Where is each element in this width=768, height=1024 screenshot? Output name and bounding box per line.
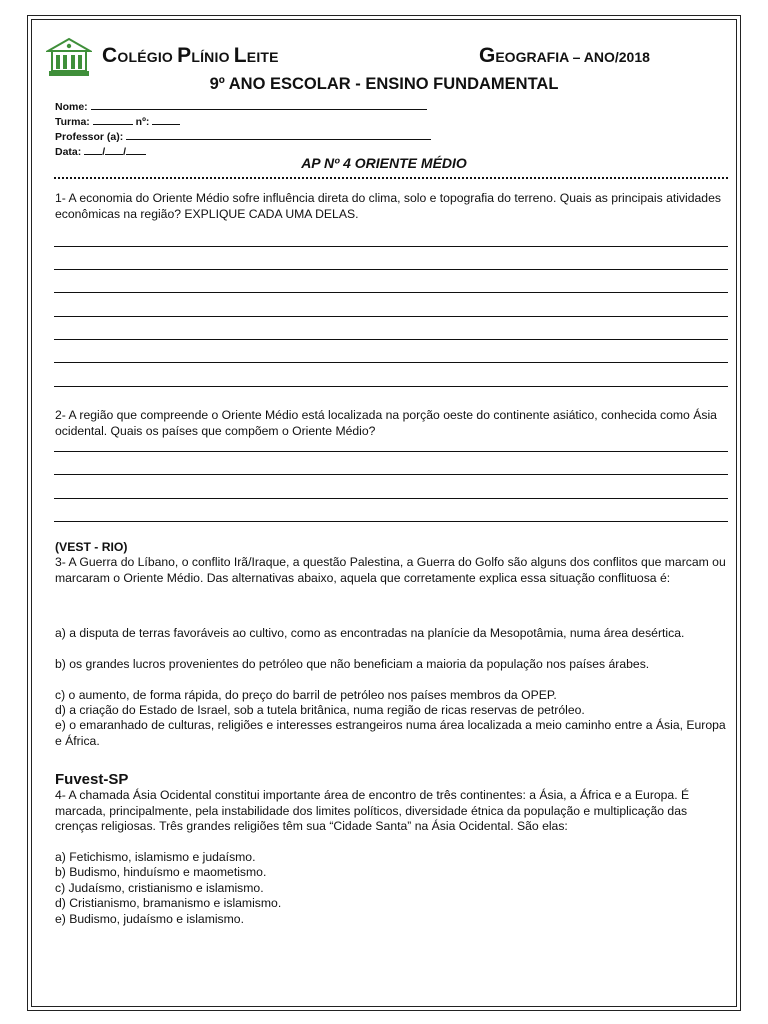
answer-line[interactable] [54,246,728,247]
question-4-option-d: d) Cristianismo, bramanismo e islamismo. [55,896,282,910]
question-3-option-a: a) a disputa de terras favoráveis ao cultivo, como as encontradas na planície da Mesopotâmia, numa área desértica. [55,626,685,640]
assessment-title: AP Nº 4 ORIENTE MÉDIO [301,155,467,171]
question-3-source: (VEST - RIO) [55,540,128,554]
school-initial: C [102,44,118,67]
school-word: OLÉGIO [117,49,178,65]
school-name [102,44,279,68]
question-3-option-e: e) o emaranhado de culturas, religiões e interesses estrangeiros numa área localizada a meio caminho entre a Ásia, Europa e África. [55,718,726,748]
teacher-label: Professor (a): [55,131,124,143]
answer-line[interactable] [54,362,728,363]
answer-line[interactable] [54,498,728,499]
subject-rest: EOGRAFIA – ANO/2018 [495,49,650,65]
answer-line[interactable] [54,269,728,270]
question-3-option-d: d) a criação do Estado de Israel, sob a tutela britânica, numa região de ricas reservas de petróleo. [55,703,585,717]
question-3-option-c: c) o aumento, de forma rápida, do preço do barril de petróleo nos países membros da OPEP. [55,688,557,702]
school-initial: L [233,44,247,67]
dotted-divider [54,177,728,179]
date-separator: / [102,146,106,158]
answer-line[interactable] [54,521,728,522]
question-4-text: 4- A chamada Ásia Ocidental constitui importante área de encontro de três continentes: a Ásia, a África e a Europa. É marcada, principalmente, pela instabilidade dos limites políticos, diversidade étnica da população e multiplicação das crenças religiosas. Três grandes religiões têm sua “Cidade Santa” na Ásia Ocidental. São elas: [55,788,690,833]
class-field[interactable] [55,114,180,128]
question-2-text: 2- A região que compreende o Oriente Médio está localizada na porção oeste do continente asiático, conhecida como Ásia ocidental. Quais os países que compõem o Oriente Médio? [55,408,717,438]
name-label: Nome: [55,101,88,113]
question-4-option-a: a) Fetichismo, islamismo e judaísmo. [55,850,256,864]
question-3-option-b: b) os grandes lucros provenientes do petróleo que não beneficiam a maioria da população nos países árabes. [55,657,650,671]
class-label: Turma: [55,116,90,128]
name-field[interactable] [55,99,427,113]
grade-heading: 9º ANO ESCOLAR - ENSINO FUNDAMENTAL [209,75,559,93]
question-4-option-b: b) Budismo, hinduísmo e maometismo. [55,865,267,879]
date-separator: / [123,146,127,158]
school-word: LÍNIO [191,49,234,65]
date-label: Data: [55,146,82,158]
answer-line[interactable] [54,339,728,340]
number-label: nº: [135,116,150,128]
answer-line[interactable] [54,316,728,317]
question-3-text: 3- A Guerra do Líbano, o conflito Irã/Iraque, a questão Palestina, a Guerra do Golfo são alguns dos conflitos que marcam ou marcaram o Oriente Médio. Das alternativas abaixo, aquela que corretamente explica essa situação conflituosa é: [55,555,726,585]
answer-line[interactable] [54,451,728,452]
school-initial: P [177,44,192,67]
answer-line[interactable] [54,386,728,387]
question-4-option-c: c) Judaísmo, cristianismo e islamismo. [55,881,264,895]
school-word: EITE [246,49,279,65]
question-1-text: 1- A economia do Oriente Médio sofre influência direta do clima, solo e topografia do terreno. Quais as principais atividades econômicas na região? EXPLIQUE CADA UMA DELAS. [55,191,721,221]
question-4-source: Fuvest-SP [55,771,129,788]
subject-year [479,44,650,68]
answer-line[interactable] [54,474,728,475]
school-logo [46,37,92,79]
subject-initial: G [479,44,496,67]
answer-line[interactable] [54,292,728,293]
teacher-field[interactable] [55,129,431,143]
question-4-option-e: e) Budismo, judaísmo e islamismo. [55,912,244,926]
